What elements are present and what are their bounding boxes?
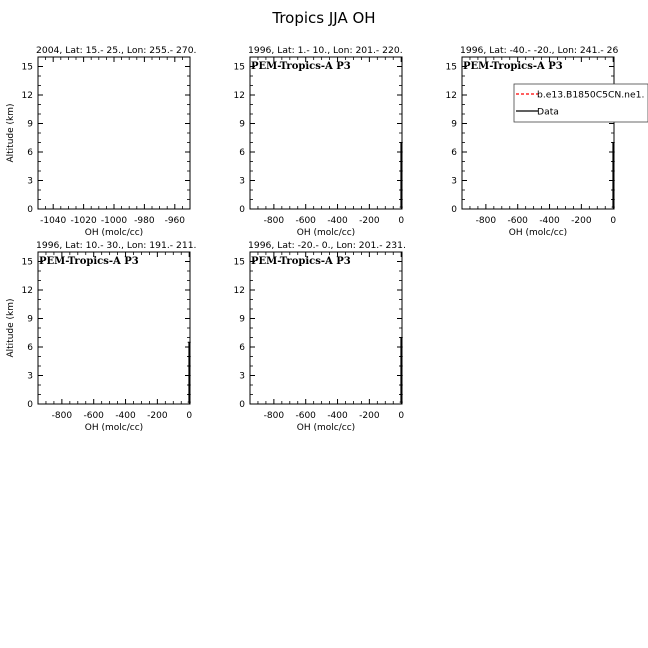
panel-title: 1996, Lat: 1.- 10., Lon: 201.- 220. [248,45,403,56]
plot-frame [250,57,402,209]
x-tick-label: -600 [83,411,104,421]
y-tick-label: 6 [27,148,33,158]
y-tick-label: 6 [239,343,245,353]
x-tick-label: -400 [327,411,348,421]
x-tick-label: -600 [507,216,528,226]
x-tick-label: -600 [295,411,316,421]
x-tick-label: -200 [147,411,168,421]
x-tick-label: -200 [359,411,380,421]
panels [6,45,648,433]
y-tick-label: 9 [239,119,245,130]
legend-label: Data [537,106,559,118]
x-axis-label: OH (molc/cc) [508,228,568,238]
y-tick-label: 3 [27,371,33,382]
y-tick-label: 3 [239,371,245,382]
campaign-label: PEM-Tropics-A P3 [39,256,139,267]
x-tick-label: -800 [475,216,497,226]
y-axis-label: Altitude (km) [6,103,16,163]
y-tick-label: 6 [239,148,245,158]
x-tick-label: -1040 [40,216,67,226]
y-tick-label: 15 [233,62,245,73]
x-axis-label: OH (molc/cc) [296,228,356,238]
legend-label: b.e13.B1850C5CN.ne1. [537,89,645,101]
panel-title: 1996, Lat: -20.- 0., Lon: 201.- 231. [248,240,406,251]
panel-4 [6,240,196,433]
figure-title: Tropics JJA OH [272,9,376,27]
x-axis-label: OH (molc/cc) [84,423,144,433]
y-tick-label: 0 [239,400,245,410]
y-tick-label: 9 [27,314,33,325]
x-tick-label: 0 [186,411,193,421]
x-tick-label: -800 [51,411,73,421]
y-tick-label: 9 [239,314,245,325]
y-tick-label: 3 [239,176,245,187]
y-tick-label: 12 [21,91,33,101]
x-tick-label: -1020 [70,216,97,226]
x-tick-label: -980 [134,216,155,226]
x-axis-label: OH (molc/cc) [296,423,356,433]
panel-5 [234,240,406,433]
panel-title: 2004, Lat: 15.- 25., Lon: 255.- 270. [36,45,197,56]
plot-frame [38,57,190,209]
campaign-label: PEM-Tropics-A P3 [251,256,351,267]
plot-frame [250,252,402,404]
panel-3 [446,45,619,238]
y-tick-label: 15 [21,62,33,73]
y-tick-label: 3 [27,176,33,187]
y-tick-label: 0 [27,400,33,410]
x-axis-label: OH (molc/cc) [84,228,144,238]
y-tick-label: 15 [445,62,457,73]
panel-title: 1996, Lat: 10.- 30., Lon: 191.- 211. [36,240,197,251]
x-tick-label: 0 [398,411,405,421]
y-tick-label: 12 [21,286,33,296]
y-tick-label: 0 [27,205,33,215]
x-tick-label: -800 [263,411,285,421]
y-axis-label: Altitude (km) [6,298,16,358]
y-tick-label: 6 [27,343,33,353]
x-tick-label: -200 [359,216,380,226]
legend [514,84,648,122]
panel-title: 1996, Lat: -40.- -20., Lon: 241.- 26 [460,45,619,56]
y-tick-label: 15 [21,257,33,268]
x-tick-label: -400 [115,411,136,421]
x-tick-label: -400 [327,216,348,226]
x-tick-label: -960 [164,216,186,226]
x-tick-label: 0 [610,216,617,226]
y-tick-label: 0 [239,205,245,215]
y-tick-label: 12 [233,286,245,296]
panel-2 [234,45,405,238]
plot-frame [462,57,614,209]
y-tick-label: 12 [233,91,245,101]
x-tick-label: -400 [539,216,560,226]
x-tick-label: -600 [295,216,316,226]
y-tick-label: 0 [451,205,457,215]
y-tick-label: 6 [451,148,457,158]
y-tick-label: 15 [233,257,245,268]
x-tick-label: -800 [263,216,285,226]
y-tick-label: 12 [445,91,457,101]
campaign-label: PEM-Tropics-A P3 [251,61,351,72]
campaign-label: PEM-Tropics-A P3 [463,61,563,72]
x-tick-label: -200 [571,216,592,226]
plot-frame [38,252,190,404]
y-tick-label: 9 [451,119,457,130]
y-tick-label: 9 [27,119,33,130]
panel-1 [6,45,196,238]
y-tick-label: 3 [451,176,457,187]
x-tick-label: 0 [398,216,405,226]
x-tick-label: -1000 [100,216,128,226]
